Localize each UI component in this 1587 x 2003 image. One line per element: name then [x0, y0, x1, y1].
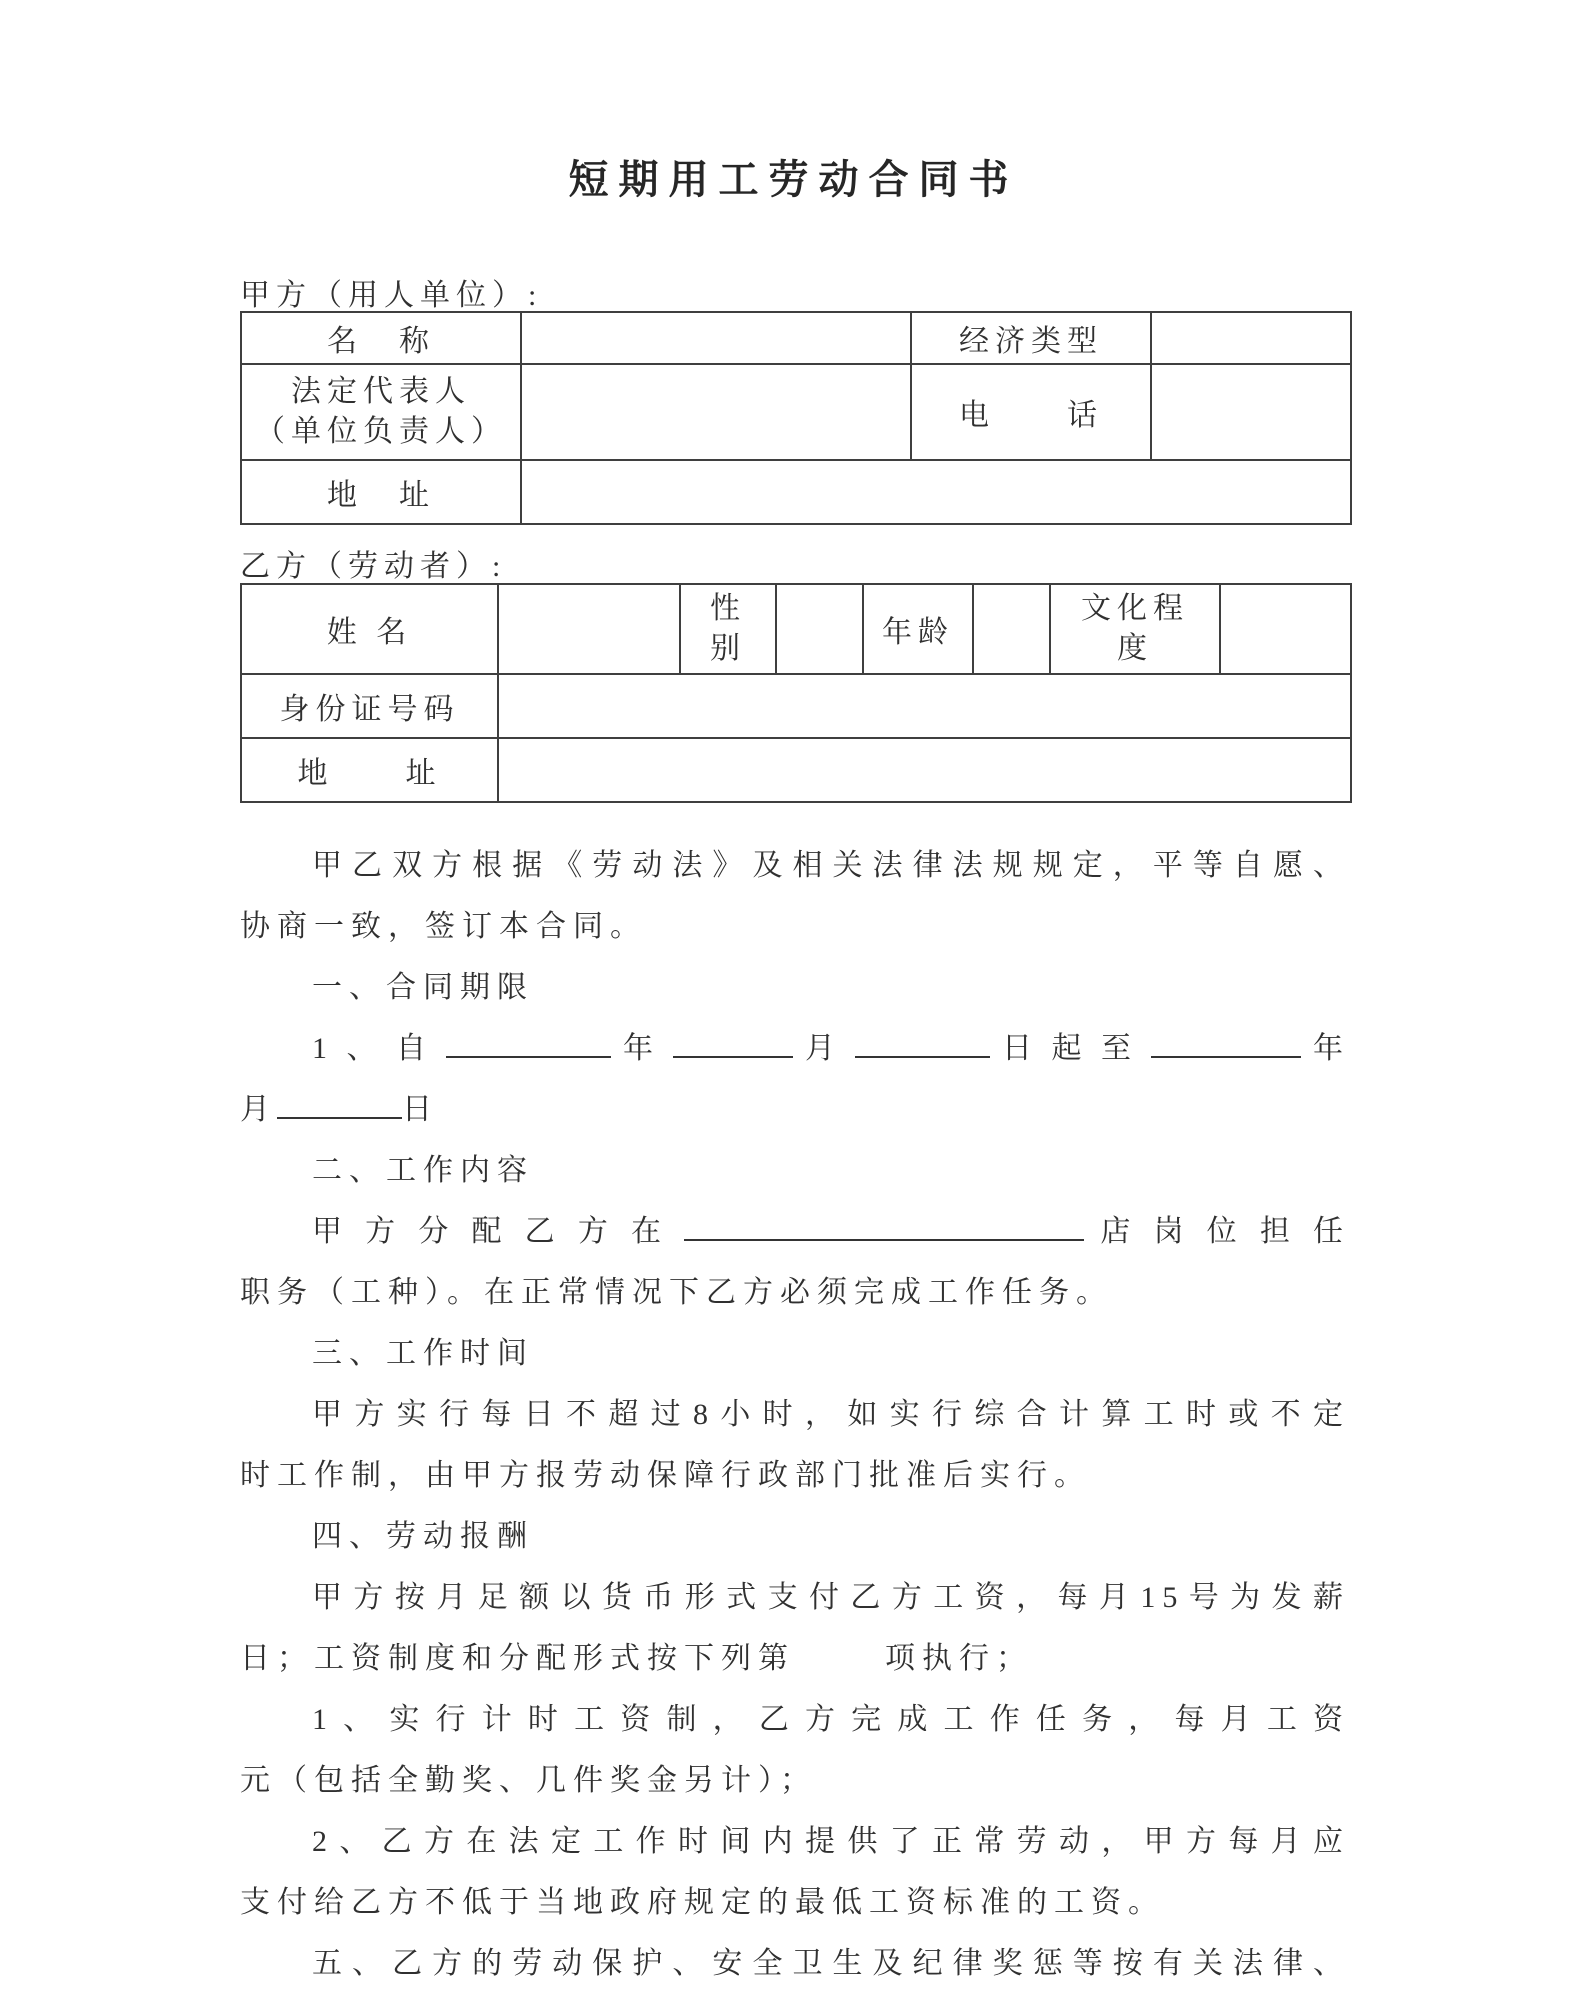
text-run: 年	[610, 1032, 673, 1065]
text-run: 月	[792, 1032, 855, 1065]
party-a-economic-type-value-cell	[1151, 312, 1351, 364]
party-a-legal-rep-value-cell	[521, 364, 911, 460]
fill-in-blank	[855, 1051, 990, 1058]
text-run: 甲乙双方根据《劳动法》及相关法律法规规定，平等自愿、	[312, 849, 1350, 882]
contract-body	[240, 835, 1350, 1994]
body-line	[240, 1079, 1350, 1140]
body-line	[240, 1689, 1350, 1750]
text-run: 二、工作内容	[312, 1154, 534, 1187]
text-run: 三、工作时间	[312, 1337, 534, 1370]
text-run: 元（包括全勤奖、几件奖金另计）；	[240, 1764, 817, 1797]
fill-in-blank	[277, 1112, 402, 1119]
body-line	[240, 1811, 1350, 1872]
legal-rep-label-line1: 法定代表人	[291, 375, 471, 408]
party-a-economic-type-label: 经济类型	[911, 312, 1151, 364]
text-run: 支付给乙方不低于当地政府规定的最低工资标准的工资。	[240, 1886, 1165, 1919]
party-a-legal-rep-label	[241, 364, 521, 460]
party-b-address-label: 地 址	[241, 738, 498, 802]
gender-label-line1: 性	[710, 592, 746, 625]
fill-in-blank	[684, 1234, 1084, 1241]
party-b-education-label	[1050, 584, 1220, 674]
text-run: 甲方分配乙方在	[312, 1215, 685, 1248]
text-run: 日；工资制度和分配形式按下列第	[240, 1642, 795, 1675]
fill-in-blank	[446, 1051, 611, 1058]
fill-in-blank	[673, 1051, 793, 1058]
party-a-heading: 甲方（用人单位）:	[240, 279, 543, 312]
text-run: 甲方按月足额以货币形式支付乙方工资，每月15号为发薪	[312, 1581, 1350, 1614]
table-row	[241, 364, 1351, 460]
body-line	[240, 835, 1350, 896]
body-line	[240, 1262, 1350, 1323]
party-b-gender-value-cell	[776, 584, 863, 674]
body-line	[240, 1750, 1350, 1811]
text-run: 时工作制，由甲方报劳动保障行政部门批准后实行。	[240, 1459, 1091, 1492]
body-line	[240, 1933, 1350, 1994]
party-b-gender-label	[680, 584, 776, 674]
party-b-education-value-cell	[1220, 584, 1351, 674]
party-a-address-value-cell	[521, 460, 1351, 524]
party-b-name-label: 姓 名	[241, 584, 498, 674]
table-row	[241, 584, 1351, 674]
body-line	[240, 957, 1350, 1018]
text-run: 店岗位担任	[1084, 1215, 1351, 1248]
party-a-name-label: 名 称	[241, 312, 521, 364]
text-run: 月	[240, 1093, 277, 1126]
text-run: 五、乙方的劳动保护、安全卫生及纪律奖惩等按有关法律、	[312, 1947, 1350, 1980]
party-a-name-value-cell	[521, 312, 911, 364]
text-run: 项执行；	[885, 1642, 1033, 1675]
legal-rep-label-line2: （单位负责人）	[255, 415, 507, 448]
party-a-table	[240, 311, 1352, 525]
text-run: 年	[1300, 1032, 1350, 1065]
party-b-table	[240, 583, 1352, 803]
party-b-name-value-cell	[498, 584, 680, 674]
body-line	[240, 1140, 1350, 1201]
party-b-age-value-cell	[973, 584, 1050, 674]
table-row	[241, 738, 1351, 802]
text-run: 职务（工种）。在正常情况下乙方必须完成工作任务。	[240, 1276, 1113, 1309]
body-line	[240, 1323, 1350, 1384]
text-run: 1、自	[312, 1032, 446, 1065]
party-a-address-label: 地 址	[241, 460, 521, 524]
fill-in-blank	[1151, 1051, 1301, 1058]
body-line	[240, 1384, 1350, 1445]
party-a-phone-label: 电 话	[911, 364, 1151, 460]
text-run: 日起至	[989, 1032, 1151, 1065]
text-run: 四、劳动报酬	[312, 1520, 534, 1553]
text-run: 协商一致，签订本合同。	[240, 910, 647, 943]
gender-label-line2: 别	[710, 632, 746, 665]
party-b-address-value-cell	[498, 738, 1351, 802]
body-line	[240, 1872, 1350, 1933]
party-b-id-value-cell	[498, 674, 1351, 738]
body-line	[240, 1201, 1350, 1262]
party-b-id-label: 身份证号码	[241, 674, 498, 738]
text-run: 一、合同期限	[312, 971, 534, 1004]
table-row	[241, 674, 1351, 738]
body-line	[240, 1506, 1350, 1567]
body-line	[240, 1628, 1350, 1689]
party-b-heading: 乙方（劳动者）:	[240, 550, 507, 583]
body-line	[240, 1567, 1350, 1628]
text-run: 1、实行计时工资制，乙方完成工作任务，每月工资	[312, 1703, 1350, 1736]
text-run: 2、乙方在法定工作时间内提供了正常劳动，甲方每月应	[312, 1825, 1350, 1858]
education-label-line2: 度	[1117, 632, 1153, 665]
body-line	[240, 1018, 1350, 1079]
body-line	[240, 1445, 1350, 1506]
body-line	[240, 896, 1350, 957]
party-a-phone-value-cell	[1151, 364, 1351, 460]
table-row	[241, 460, 1351, 524]
education-label-line1: 文化程	[1081, 592, 1189, 625]
party-b-age-label: 年龄	[863, 584, 973, 674]
text-run: 甲方实行每日不超过8小时，如实行综合计算工时或不定	[312, 1398, 1350, 1431]
blank-gap	[795, 1663, 885, 1668]
text-run: 日	[402, 1093, 439, 1126]
table-row	[241, 312, 1351, 364]
document-title: 短期用工劳动合同书	[568, 157, 1019, 202]
